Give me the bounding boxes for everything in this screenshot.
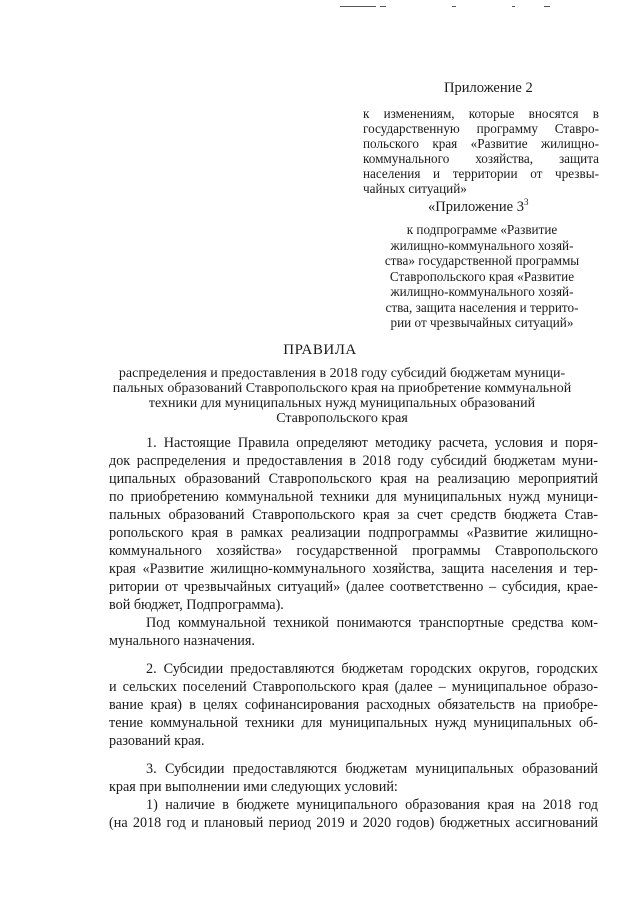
appendix-title: Приложение 2 bbox=[444, 80, 533, 96]
appendix-line: чайных ситуаций» bbox=[363, 181, 467, 196]
rules-subtitle-line: распределения и предоставления в 2018 году субсидий бюджетам муници- bbox=[118, 366, 566, 381]
appendix-line: польского края «Развитие жилищно- bbox=[363, 136, 599, 151]
paragraph-line: док распределения и предоставления в 2018 году субсидий бюджетам муни- bbox=[109, 453, 598, 469]
paragraph-line: края «Развитие жилищно-коммунального хозяйства, защита населения и тер- bbox=[109, 561, 598, 577]
appendix-line: коммунального хозяйства, защита bbox=[363, 151, 599, 166]
subprogram-reference bbox=[372, 222, 592, 331]
subprogram-line: жилищно-коммунального хозяй- bbox=[390, 237, 574, 253]
paragraph-line: разований края. bbox=[109, 733, 205, 749]
paragraph-1-note bbox=[109, 614, 598, 650]
rules-subtitle-line: Ставропольского края bbox=[276, 411, 408, 426]
subprogram-appendix-title bbox=[428, 197, 528, 216]
paragraph-line: коммунального хозяйства» государственной программы Ставропольского bbox=[109, 543, 598, 559]
paragraph-line: 3. Субсидии предоставляются бюджетам муниципальных образований bbox=[146, 761, 598, 777]
subprogram-line: рии от чрезвычайных ситуаций» bbox=[390, 315, 574, 330]
paragraph-line: ритории от чрезвычайных ситуаций» (далее соответственно – субсидия, крае- bbox=[109, 579, 598, 595]
paragraph-line: (на 2018 год и плановый период 2019 и 2020 годов) бюджетных ассигнований bbox=[109, 815, 598, 831]
subprogram-line: Ставропольского края «Развитие bbox=[389, 268, 575, 284]
paragraph-line: 1. Настоящие Правила определяют методику расчета, условия и поря- bbox=[146, 435, 598, 451]
subprogram-title-text: «Приложение 3 bbox=[428, 199, 524, 215]
paragraph-line: Под коммунальной техникой понимаются транспортные средства ком- bbox=[146, 615, 598, 631]
paragraph-line: тение коммунальной техники для муниципальных нужд муниципальных об- bbox=[109, 715, 598, 731]
paragraph-line: по приобретению коммунальной техники для муниципальных нужд муници- bbox=[109, 489, 598, 505]
paragraph-line: мунального назначения. bbox=[109, 633, 255, 649]
subprogram-line: ства, защита населения и террито- bbox=[385, 299, 579, 315]
paragraph-line: и сельских поселений Ставропольского края (далее – муниципальное образо- bbox=[109, 679, 598, 695]
paragraph-line: вой бюджет, Подпрограмма). bbox=[109, 597, 284, 613]
subprogram-line: жилищно-коммунального хозяй- bbox=[390, 284, 574, 299]
paragraph-line: вание края) в целях софинансирования расходных обязательств на приобре- bbox=[109, 697, 598, 713]
appendix-reference bbox=[363, 106, 599, 196]
paragraph-line: пальных образований Ставропольского края за счет средств бюджета Став- bbox=[109, 507, 598, 523]
appendix-line: населения и территории от чрезвы- bbox=[363, 166, 599, 181]
paragraph-line: 2. Субсидии предоставляются бюджетам городских округов, городских bbox=[146, 661, 598, 677]
rules-subtitle bbox=[112, 366, 572, 426]
subprogram-line: ства» государственной программы bbox=[384, 253, 580, 268]
rules-subtitle-line: техники для муниципальных нужд муниципальных образований bbox=[148, 396, 536, 411]
rules-title: ПРАВИЛА bbox=[283, 342, 357, 358]
paragraph-line: ципальных образований Ставропольского края на реализацию мероприятий bbox=[109, 471, 598, 487]
scan-artifact bbox=[330, 0, 560, 14]
subprogram-line: к подпрограмме «Развитие bbox=[406, 222, 558, 237]
paragraph-line: 1) наличие в бюджете муниципального образования края на 2018 год bbox=[146, 797, 598, 813]
paragraph-2 bbox=[109, 660, 598, 750]
rules-subtitle-line: пальных образований Ставропольского края на приобретение коммунальной bbox=[112, 381, 572, 396]
appendix-line: к изменениям, которые вносятся в bbox=[363, 106, 599, 121]
paragraph-1 bbox=[109, 434, 598, 614]
paragraph-3 bbox=[109, 760, 598, 832]
paragraph-line: ропольского края в рамках реализации подпрограммы «Развитие жилищно- bbox=[109, 525, 598, 541]
paragraph-line: края при выполнении ими следующих условий: bbox=[109, 779, 398, 795]
subprogram-title-superscript: 3 bbox=[523, 197, 529, 207]
appendix-line: государственную программу Ставро- bbox=[363, 121, 599, 136]
